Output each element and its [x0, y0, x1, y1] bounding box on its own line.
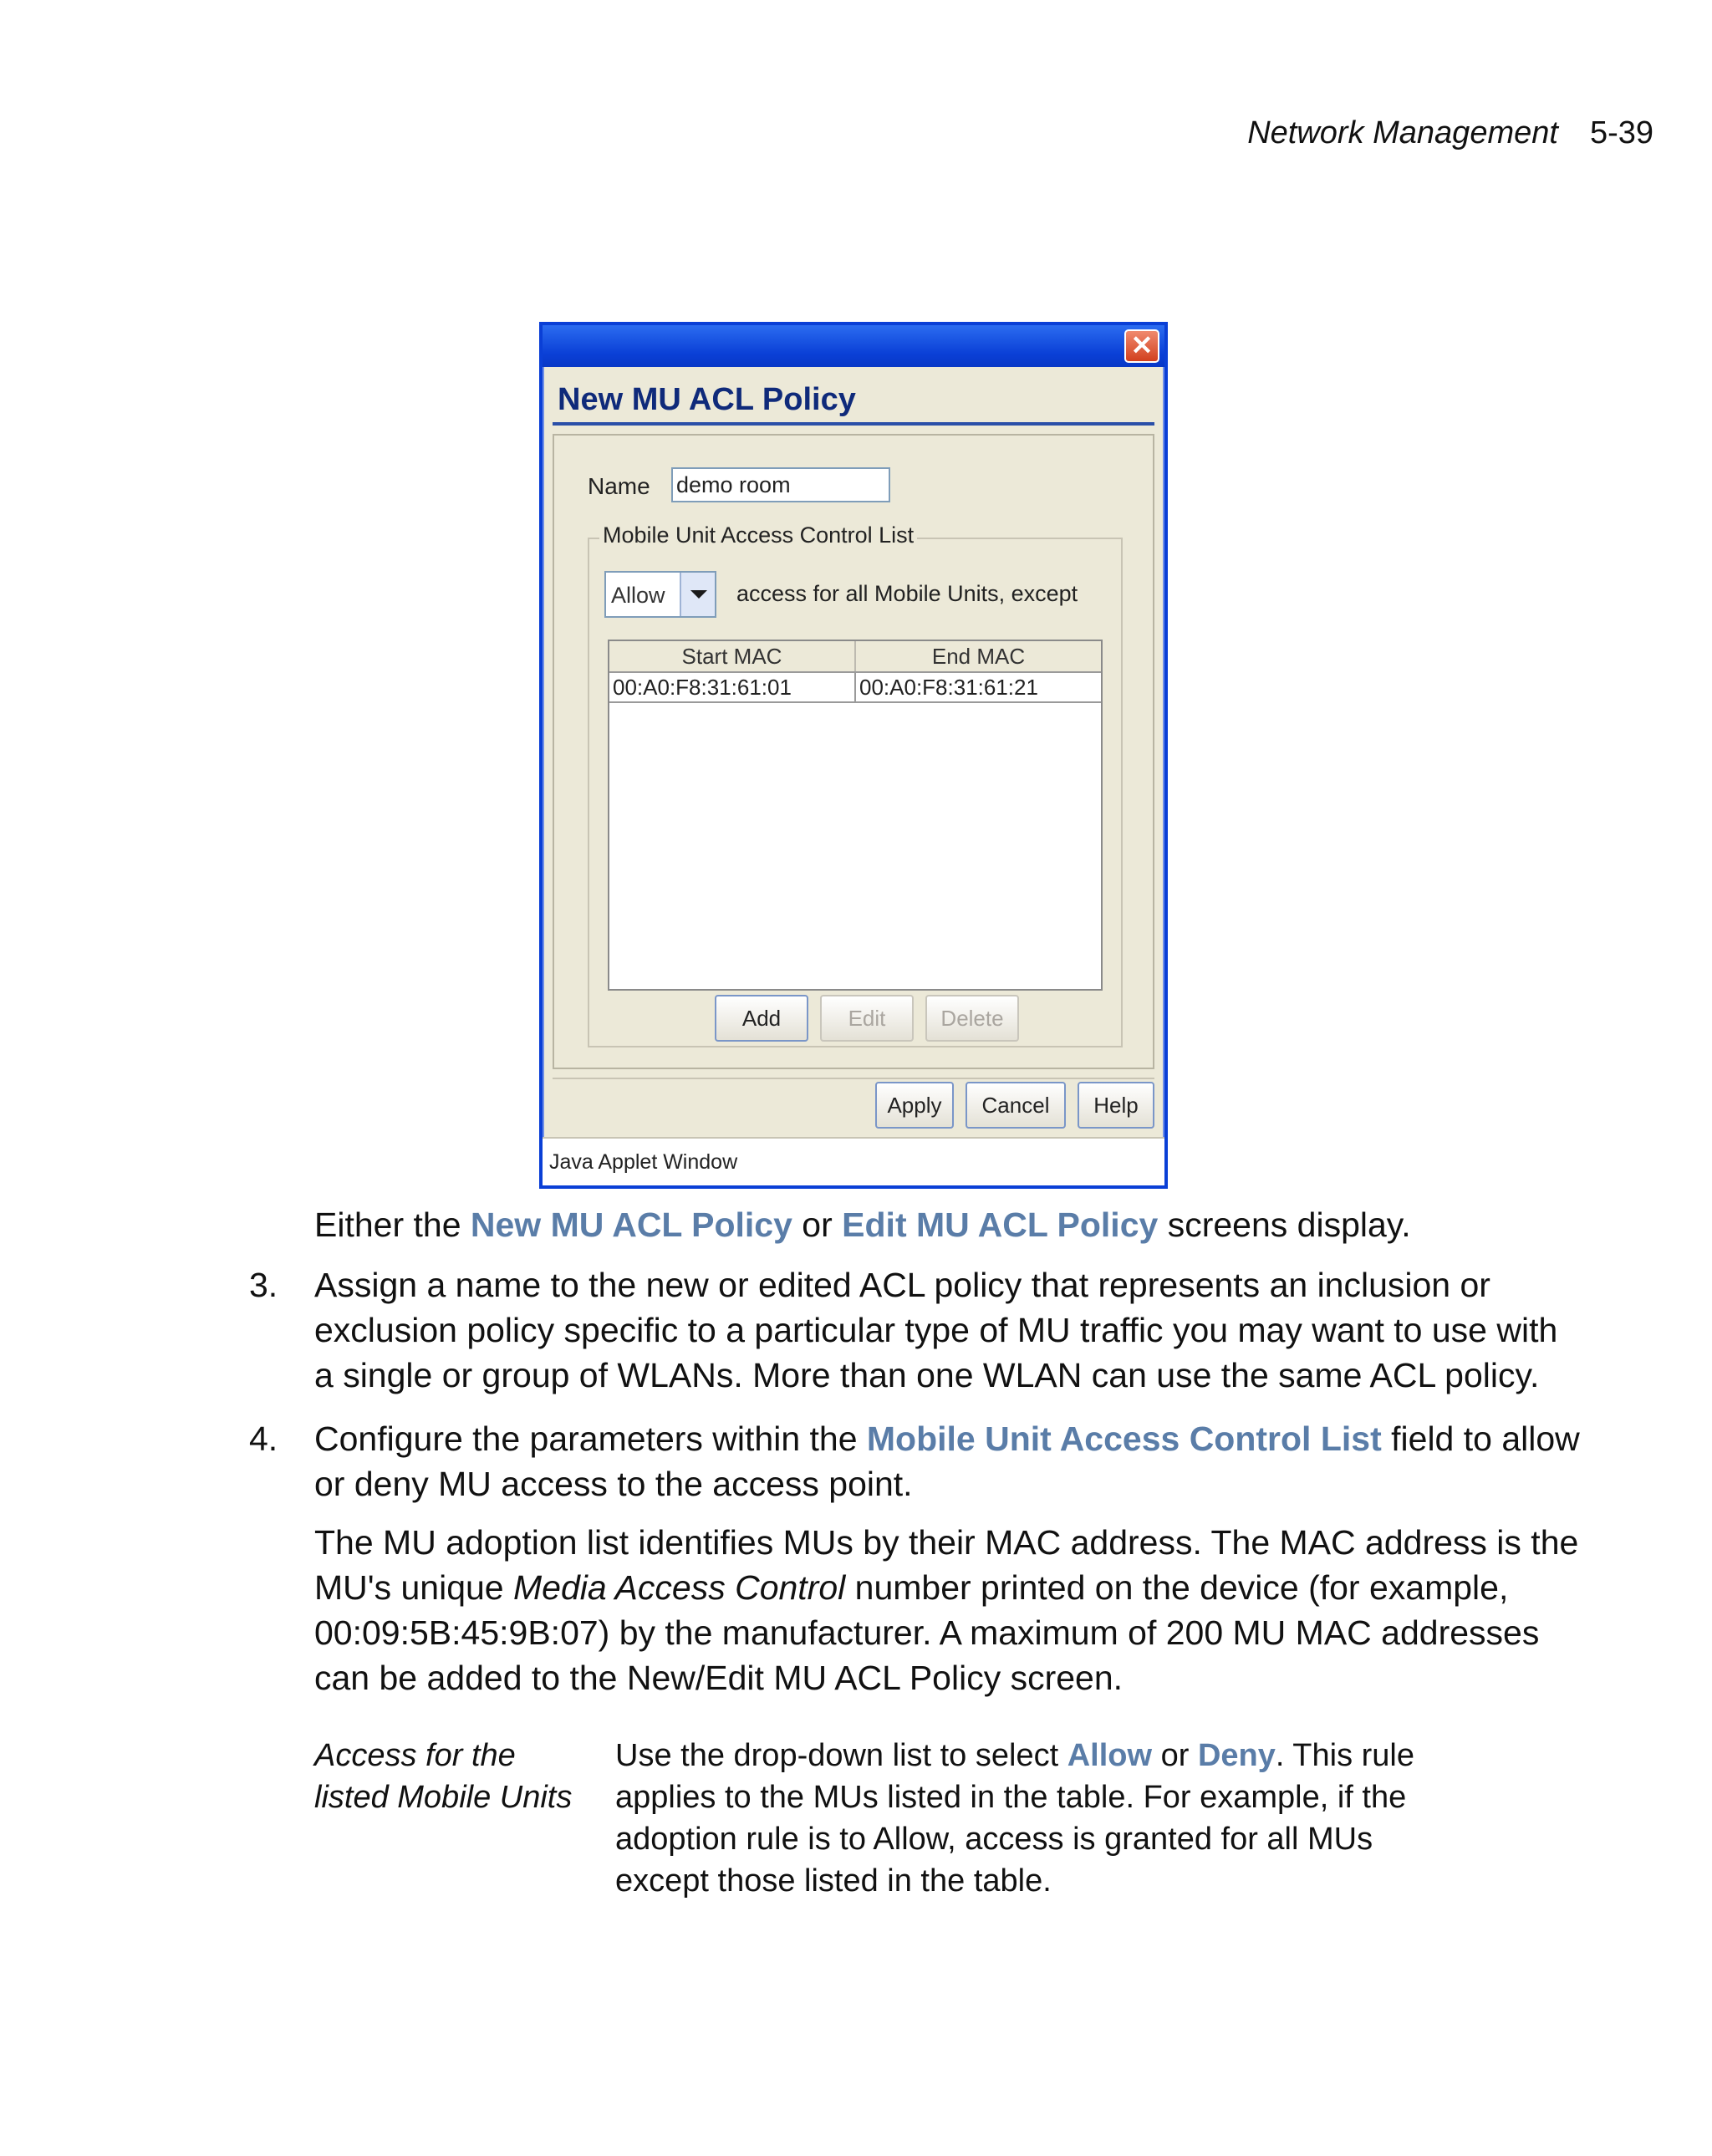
access-select-value: Allow	[611, 583, 665, 608]
chevron-down-icon[interactable]	[680, 573, 715, 616]
table-row[interactable]	[609, 673, 1101, 703]
step-3-text: Assign a name to the new or edited ACL policy that represents an inclusion or exclusion policy specific to a particular type of MU traffic you may want to use with a single or group of WLANs. More than one WLAN can use the same ACL policy.	[314, 1266, 1558, 1394]
text-run: The MU adoption list identifies MUs by their MAC address. The MAC address is the MU's unique	[314, 1523, 1579, 1607]
adoption-paragraph	[314, 1520, 1585, 1700]
section-title: Network Management	[1247, 115, 1558, 150]
column-end-mac[interactable]: End MAC	[931, 644, 1026, 669]
keyword-allow: Allow	[1067, 1738, 1153, 1773]
dialog-body	[553, 434, 1154, 1069]
access-description: access for all Mobile Units, except	[736, 581, 1078, 606]
step-number: 4.	[249, 1419, 278, 1458]
keyword-edit-policy: Edit MU ACL Policy	[842, 1205, 1159, 1244]
mac-table	[608, 640, 1103, 991]
text-run: number printed on the device (for example, 00:09:5B:45:9B:07) by the manufacturer. A maximum of 200 MU MAC addresses can be added to the New/Edit MU ACL Policy screen.	[314, 1568, 1540, 1697]
cancel-button[interactable]: Cancel	[966, 1082, 1066, 1129]
close-icon[interactable]: ✕	[1124, 329, 1159, 363]
end-mac-cell[interactable]: 00:A0:F8:31:61:21	[859, 675, 1038, 700]
access-control-group	[588, 522, 1123, 1047]
keyword-access-control: Mobile Unit Access Control	[866, 1419, 1312, 1458]
page-number: 5-39	[1589, 115, 1653, 150]
definition-term: Access for the listed Mobile Units	[314, 1738, 573, 1815]
italic-term: Media Access Control	[513, 1568, 846, 1607]
running-head	[1247, 115, 1653, 151]
group-legend: Mobile Unit Access Control List	[599, 522, 917, 548]
step-number: 3.	[249, 1266, 278, 1304]
text-run: screens display.	[1158, 1205, 1411, 1244]
name-label: Name	[588, 473, 650, 499]
intro-paragraph	[314, 1202, 1585, 1247]
text-run: Either the	[314, 1205, 471, 1244]
help-button[interactable]: Help	[1078, 1082, 1154, 1129]
footer-divider	[553, 1078, 1154, 1079]
column-start-mac[interactable]: Start MAC	[609, 641, 856, 671]
text-run: Use the drop-down list to select	[615, 1738, 1067, 1773]
start-mac-cell[interactable]: 00:A0:F8:31:61:01	[609, 673, 856, 701]
text-run: field to allow or deny MU access to the access point.	[314, 1419, 1580, 1503]
add-button[interactable]: Add	[715, 995, 808, 1042]
definition-body	[615, 1735, 1468, 1902]
status-text: Java Applet Window	[549, 1150, 738, 1174]
text-run: or	[792, 1205, 843, 1244]
text-run: Configure the parameters within the	[314, 1419, 867, 1458]
name-input[interactable]: demo room	[671, 467, 890, 502]
keyword-new-policy: New MU ACL Policy	[470, 1205, 792, 1244]
keyword-list: List	[1311, 1419, 1382, 1458]
access-select[interactable]	[604, 571, 716, 618]
status-bar	[543, 1137, 1164, 1185]
step-4-text	[314, 1416, 1585, 1506]
dialog-header	[553, 375, 1154, 426]
table-header	[609, 641, 1101, 673]
delete-button[interactable]: Delete	[925, 995, 1019, 1042]
dialog-title: New MU ACL Policy	[558, 382, 856, 417]
apply-button[interactable]: Apply	[875, 1082, 954, 1129]
text-run: or	[1152, 1738, 1198, 1773]
acl-policy-dialog	[539, 322, 1168, 1189]
title-bar	[543, 325, 1164, 367]
edit-button[interactable]: Edit	[820, 995, 914, 1042]
text-run: . This rule applies to the MUs listed in the table. For example, if the adoption rule is to Allow, access is granted for all MUs except those listed in the table.	[615, 1738, 1414, 1899]
keyword-deny: Deny	[1197, 1738, 1276, 1773]
